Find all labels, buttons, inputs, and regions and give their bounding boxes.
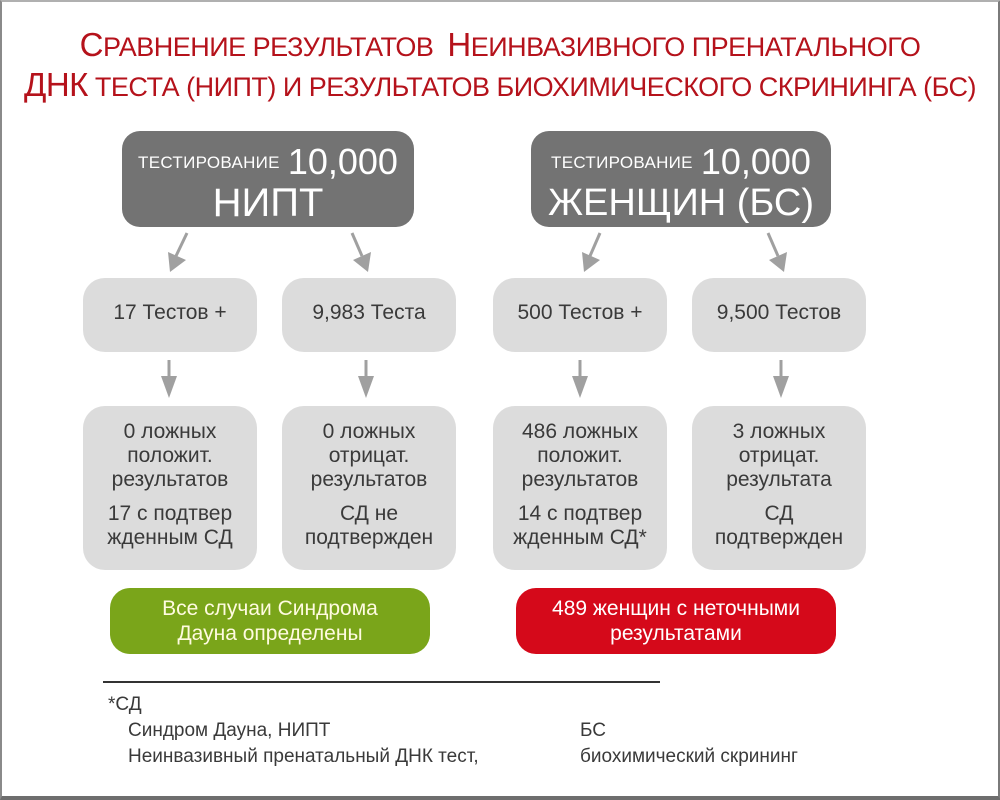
bs-label: ЖЕНЩИН (БС) <box>547 182 815 224</box>
test-count: 10,000 <box>700 141 811 182</box>
bs-positive-detail <box>493 406 667 570</box>
bs-negative-detail <box>692 406 866 570</box>
title-initial: С <box>79 26 103 63</box>
summary-line: результатами <box>610 622 742 645</box>
footnote-marker: *СД <box>108 694 142 715</box>
test-count: 10,000 <box>287 141 398 182</box>
footnote-divider <box>103 681 660 683</box>
detail-line: результатов <box>521 468 639 491</box>
confirm-line: жденным СД <box>107 526 233 549</box>
detail-line: отрицат. <box>328 444 410 467</box>
title-text: ТЕСТА (НИПТ) И РЕЗУЛЬТАТОВ БИОХИМИЧЕСКОГО СКРИНИНГА (БС) <box>87 72 977 102</box>
confirm-line: подтвержден <box>714 526 844 549</box>
nipt-summary-badge <box>110 588 430 654</box>
nipt-negative-detail <box>282 406 456 570</box>
detail-line: отрицат. <box>738 444 820 467</box>
title-initial: ДНК <box>23 66 88 103</box>
confirm-line: подтвержден <box>304 526 434 549</box>
summary-line: 489 женщин с неточными <box>552 597 800 620</box>
detail-line: результатов <box>310 468 428 491</box>
testing-label: ТЕСТИРОВАНИЕ <box>551 153 693 172</box>
title-text: ЕИНВАЗИВНОГО ПРЕНАТАЛЬНОГО <box>470 32 921 62</box>
footnote-right-line: биохимический скрининг <box>580 746 798 767</box>
confirm-line: СД <box>764 502 794 525</box>
confirm-line: 14 с подтвер <box>517 502 643 525</box>
summary-line: Все случаи Синдрома <box>162 597 378 620</box>
confirm-line: СД не <box>339 502 399 525</box>
nipt-negative-box: 9,983 Теста <box>282 278 456 352</box>
footnote-left-line: Синдром Дауна, НИПТ <box>128 720 331 741</box>
confirm-line: 17 с подтвер <box>107 502 233 525</box>
footnote-right-line: БС <box>580 720 606 741</box>
detail-line: положит. <box>127 444 213 467</box>
nipt-label: НИПТ <box>212 181 324 225</box>
summary-line: Дауна определены <box>177 622 363 645</box>
detail-line: результатов <box>111 468 229 491</box>
footnote-left-line: Неинвазивный пренатальный ДНК тест, <box>128 746 479 767</box>
bs-negative-box: 9,500 Тестов <box>692 278 866 352</box>
bs-summary-badge <box>516 588 836 654</box>
nipt-positive-box: 17 Тестов + <box>83 278 257 352</box>
detail-line: 3 ложных <box>732 420 826 443</box>
confirm-line: жденным СД* <box>513 526 647 549</box>
detail-line: 0 ложных <box>123 420 217 443</box>
detail-line: 0 ложных <box>322 420 416 443</box>
detail-line: положит. <box>537 444 623 467</box>
bs-positive-box: 500 Тестов + <box>493 278 667 352</box>
nipt-positive-detail <box>83 406 257 570</box>
detail-line: 486 ложных <box>521 420 639 443</box>
detail-line: результата <box>726 468 832 491</box>
title-initial: Н <box>447 26 471 63</box>
title-text: РАВНЕНИЕ РЕЗУЛЬТАТОВ <box>103 32 448 62</box>
testing-label: ТЕСТИРОВАНИЕ <box>138 153 280 172</box>
